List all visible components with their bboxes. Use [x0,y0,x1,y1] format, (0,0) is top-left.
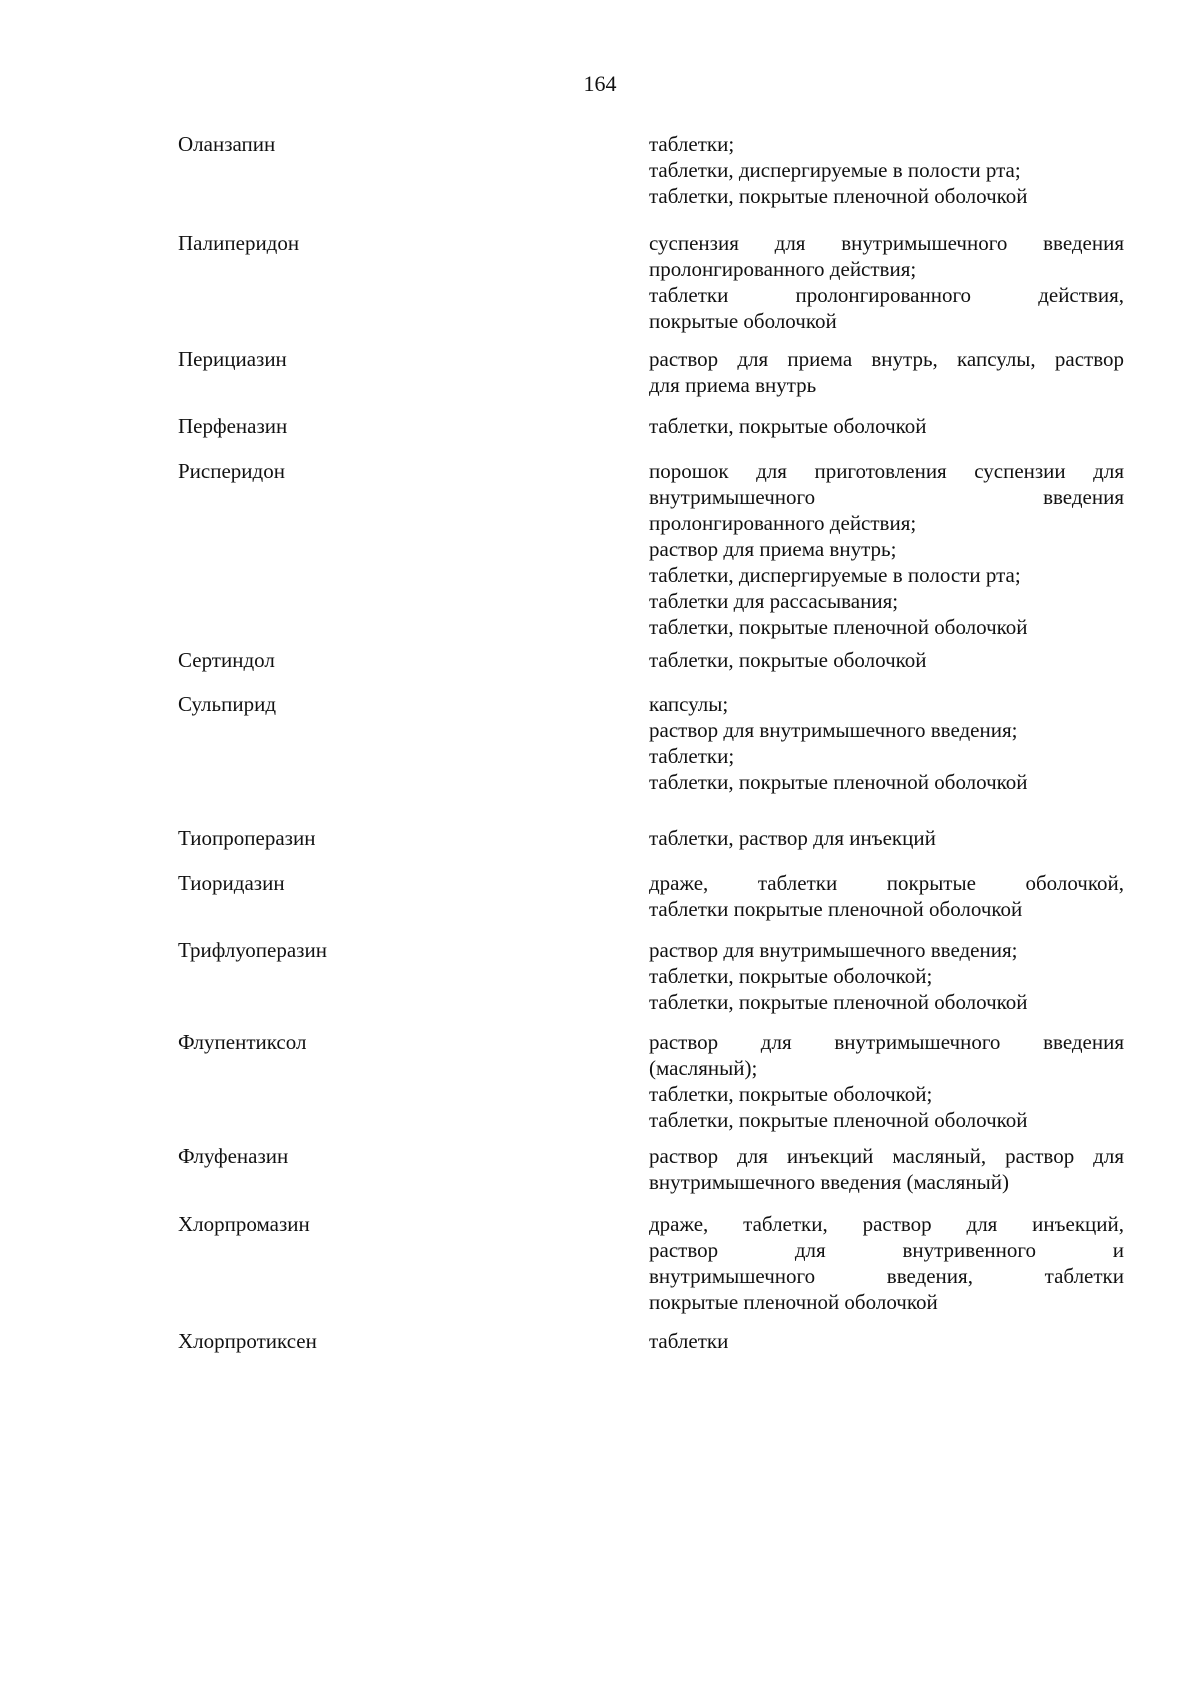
drug-name: Перфеназин [178,414,288,438]
dosage-forms [649,825,1124,851]
dosage-forms [649,937,1124,1015]
drug-name: Хлорпромазин [178,1212,310,1236]
dosage-forms [649,131,1124,209]
dosage-forms [649,691,1124,795]
dosage-form-line: таблетки, диспергируемые в полости рта; [649,158,1021,182]
dosage-form-line: таблетки для рассасывания; [649,589,899,613]
drug-name: Тиопроперазин [178,826,316,850]
dosage-form-line: суспензия для внутримышечного введения [649,231,1124,255]
dosage-forms [649,346,1124,398]
dosage-form-line: таблетки, покрытые пленочной оболочкой [649,770,1028,794]
dosage-form-line: таблетки, покрытые оболочкой; [649,964,933,988]
dosage-form-line: для приема внутрь [649,373,817,397]
dosage-form-line: раствор для приема внутрь; [649,537,897,561]
dosage-forms [649,1143,1124,1195]
dosage-form-line: таблетки; [649,132,735,156]
dosage-form-line: таблетки, покрытые пленочной оболочкой [649,184,1028,208]
dosage-form-line: внутримышечного введения [649,485,1124,509]
dosage-form-line: капсулы; [649,692,729,716]
dosage-form-line: (масляный); [649,1056,758,1080]
dosage-forms [649,230,1124,334]
drug-name: Сертиндол [178,648,275,672]
dosage-form-line: таблетки пролонгированного действия, [649,283,1124,307]
dosage-form-line: таблетки; [649,744,735,768]
dosage-form-line: внутримышечного введения, таблетки [649,1264,1124,1288]
drug-name: Хлорпротиксен [178,1329,317,1353]
dosage-form-line: раствор для приема внутрь, капсулы, раствор [649,347,1124,371]
dosage-form-line: драже, таблетки, раствор для инъекций, [649,1212,1124,1236]
dosage-form-line: таблетки, покрытые пленочной оболочкой [649,615,1028,639]
dosage-form-line: внутримышечного введения (масляный) [649,1170,1009,1194]
dosage-form-line: драже, таблетки покрытые оболочкой, [649,871,1124,895]
dosage-forms [649,870,1124,922]
drug-name: Рисперидон [178,459,285,483]
dosage-form-line: раствор для внутримышечного введения; [649,718,1018,742]
dosage-form-line: таблетки покрытые пленочной оболочкой [649,897,1023,921]
dosage-forms [649,647,1124,673]
dosage-form-line: порошок для приготовления суспензии для [649,459,1124,483]
dosage-form-line: таблетки, диспергируемые в полости рта; [649,563,1021,587]
dosage-forms [649,458,1124,640]
dosage-form-line: таблетки, покрытые пленочной оболочкой [649,1108,1028,1132]
dosage-form-line: таблетки, покрытые оболочкой [649,414,927,438]
drug-name: Оланзапин [178,132,276,156]
dosage-form-line: таблетки [649,1329,729,1353]
dosage-form-line: раствор для внутримышечного введения; [649,938,1018,962]
dosage-form-line: раствор для внутривенного и [649,1238,1124,1262]
dosage-form-line: пролонгированного действия; [649,257,917,281]
dosage-form-line: таблетки, раствор для инъекций [649,826,936,850]
dosage-form-line: таблетки, покрытые оболочкой [649,648,927,672]
page-number: 164 [583,71,617,96]
drug-name: Флупентиксол [178,1030,307,1054]
drug-name: Перициазин [178,347,287,371]
dosage-forms [649,1328,1124,1354]
drug-name: Палиперидон [178,231,300,255]
dosage-form-line: таблетки, покрытые оболочкой; [649,1082,933,1106]
drug-name: Трифлуоперазин [178,938,327,962]
dosage-form-line: покрытые пленочной оболочкой [649,1290,938,1314]
dosage-forms [649,413,1124,439]
dosage-form-line: раствор для внутримышечного введения [649,1030,1124,1054]
drug-name: Сульпирид [178,692,277,716]
dosage-form-line: покрытые оболочкой [649,309,837,333]
dosage-forms [649,1029,1124,1133]
dosage-form-line: раствор для инъекций масляный, раствор для [649,1144,1124,1168]
dosage-form-line: пролонгированного действия; [649,511,917,535]
dosage-form-line: таблетки, покрытые пленочной оболочкой [649,990,1028,1014]
drug-name: Тиоридазин [178,871,285,895]
dosage-forms [649,1211,1124,1315]
drug-name: Флуфеназин [178,1144,289,1168]
